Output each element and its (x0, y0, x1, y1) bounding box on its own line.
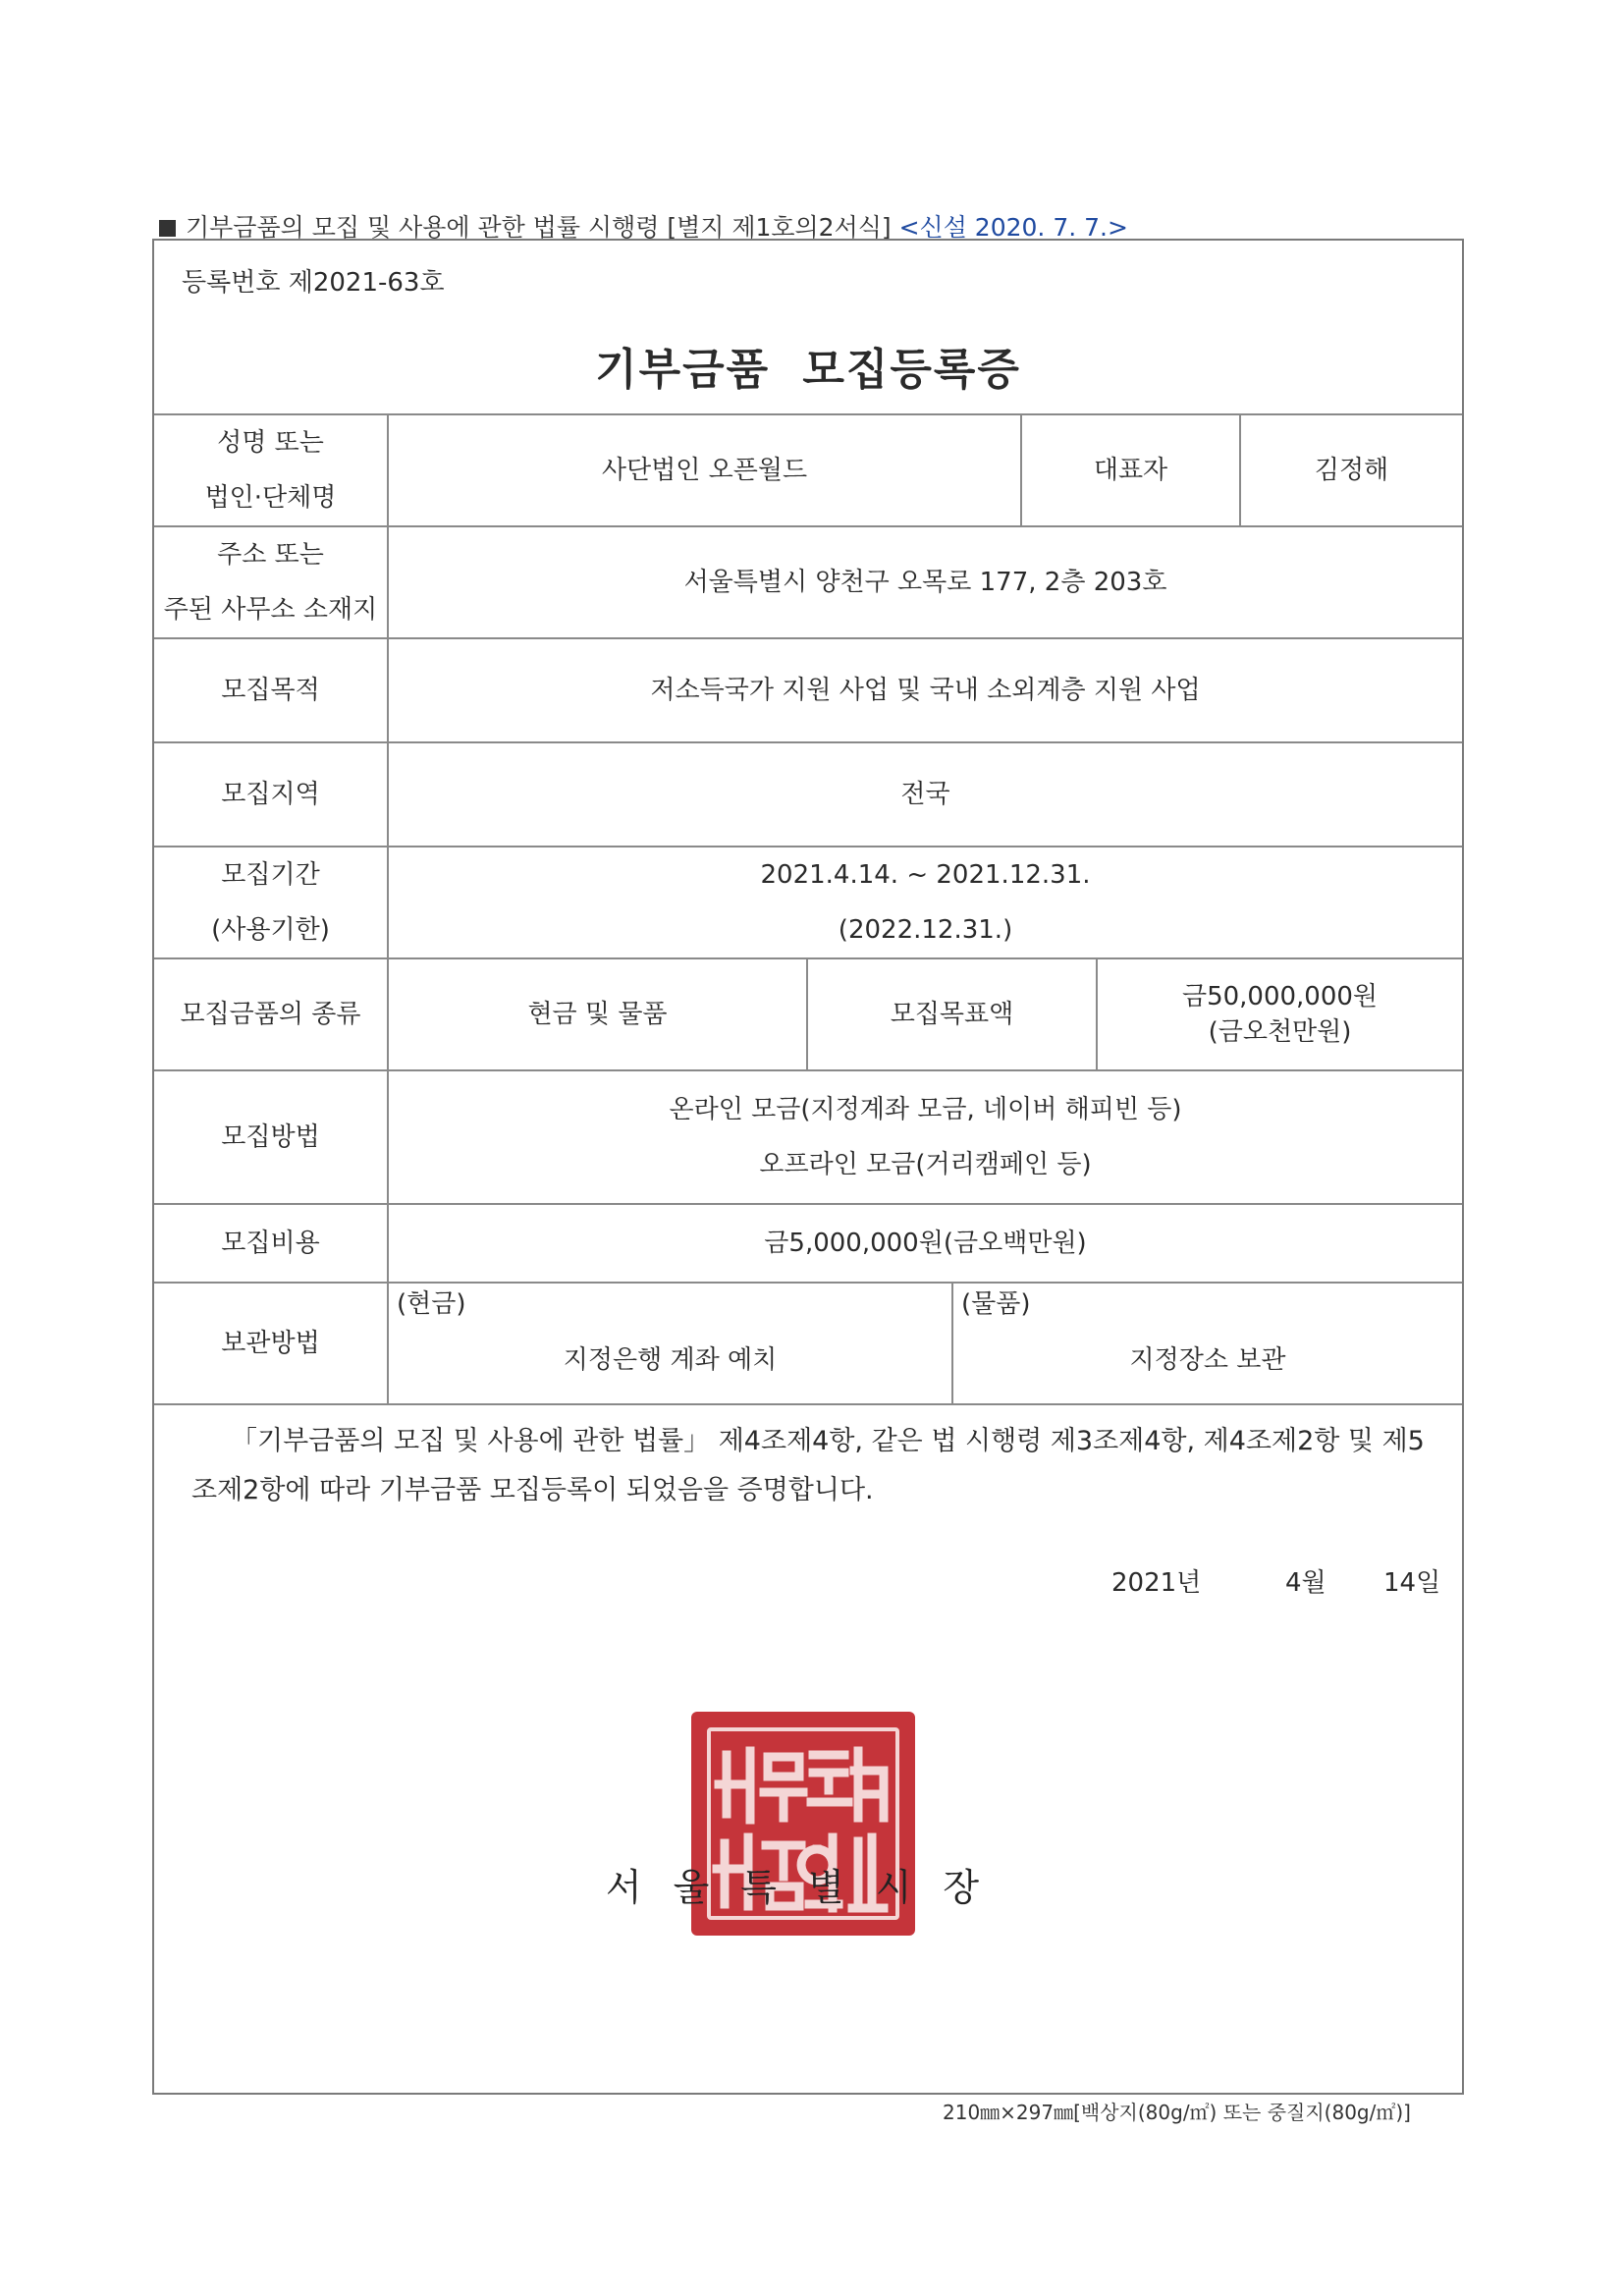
row-region (154, 742, 1462, 847)
row-address (154, 526, 1462, 638)
storage-cash-value: 지정은행 계좌 예치 (563, 1345, 778, 1375)
label-type: 모집금품의 종류 (154, 958, 388, 1070)
value-period: 2021.4.14. ~ 2021.12.31. (2022.12.31.) (388, 847, 1462, 958)
paper-spec: 210㎜×297㎜[백상지(80g/㎡) 또는 중질지(80g/㎡)] (943, 2101, 1411, 2124)
certification-statement: 「기부금품의 모집 및 사용에 관한 법률」 제4조제4항, 같은 법 시행령 제3조제4항, 제4조제2항 및 제5조제2항에 따라 기부금품 모집등록이 되었음을 증명합니다. (191, 1426, 1425, 1505)
row-type (154, 958, 1462, 1070)
date-day: 14일 (1383, 1568, 1441, 1598)
info-table (154, 413, 1462, 1405)
document-title: 기부금품 모집등록증 (595, 345, 1021, 395)
value-storage-goods (952, 1283, 1462, 1404)
value-address: 서울특별시 양천구 오목로 177, 2층 203호 (388, 526, 1462, 638)
row-name (154, 414, 1462, 526)
row-cost (154, 1204, 1462, 1283)
registration-number: 등록번호 제2021-63호 (182, 268, 445, 298)
storage-goods-value: 지정장소 보관 (1129, 1345, 1286, 1375)
storage-goods-label: (물품) (961, 1289, 1031, 1319)
value-method: 온라인 모금(지정계좌 모금, 네이버 해피빈 등) 오프라인 모금(거리캠페인 등) (388, 1070, 1462, 1204)
row-storage (154, 1283, 1462, 1404)
value-representative: 김정해 (1240, 414, 1462, 526)
label-storage: 보관방법 (154, 1283, 388, 1404)
row-method (154, 1070, 1462, 1204)
storage-cash-label: (현금) (397, 1289, 466, 1319)
label-name: 성명 또는 법인·단체명 (154, 414, 388, 526)
value-storage-cash (388, 1283, 952, 1404)
label-cost: 모집비용 (154, 1204, 388, 1283)
row-purpose (154, 638, 1462, 742)
label-method: 모집방법 (154, 1070, 388, 1204)
date-month: 4월 (1285, 1568, 1326, 1598)
amendment-note: <신설 2020. 7. 7.> (898, 213, 1128, 242)
label-region: 모집지역 (154, 742, 388, 847)
square-bullet-icon (159, 220, 176, 237)
value-type: 현금 및 물품 (388, 958, 807, 1070)
value-purpose: 저소득국가 지원 사업 및 국내 소외계층 지원 사업 (388, 638, 1462, 742)
label-target-amount: 모집목표액 (807, 958, 1097, 1070)
label-address: 주소 또는 주된 사무소 소재지 (154, 526, 388, 638)
certificate-frame (152, 239, 1464, 2095)
form-header-text: 기부금품의 모집 및 사용에 관한 법률 시행령 [별지 제1호의2서식] (186, 213, 892, 242)
label-period: 모집기간 (사용기한) (154, 847, 388, 958)
date-year: 2021년 (1111, 1568, 1202, 1598)
issuer-name: 서울특별시장 (605, 1866, 1011, 1909)
row-period (154, 847, 1462, 958)
value-org-name: 사단법인 오픈월드 (388, 414, 1021, 526)
value-target-amount: 금50,000,000원 (금오천만원) (1097, 958, 1462, 1070)
value-region: 전국 (388, 742, 1462, 847)
label-representative: 대표자 (1021, 414, 1240, 526)
value-cost: 금5,000,000원(금오백만원) (388, 1204, 1462, 1283)
label-purpose: 모집목적 (154, 638, 388, 742)
